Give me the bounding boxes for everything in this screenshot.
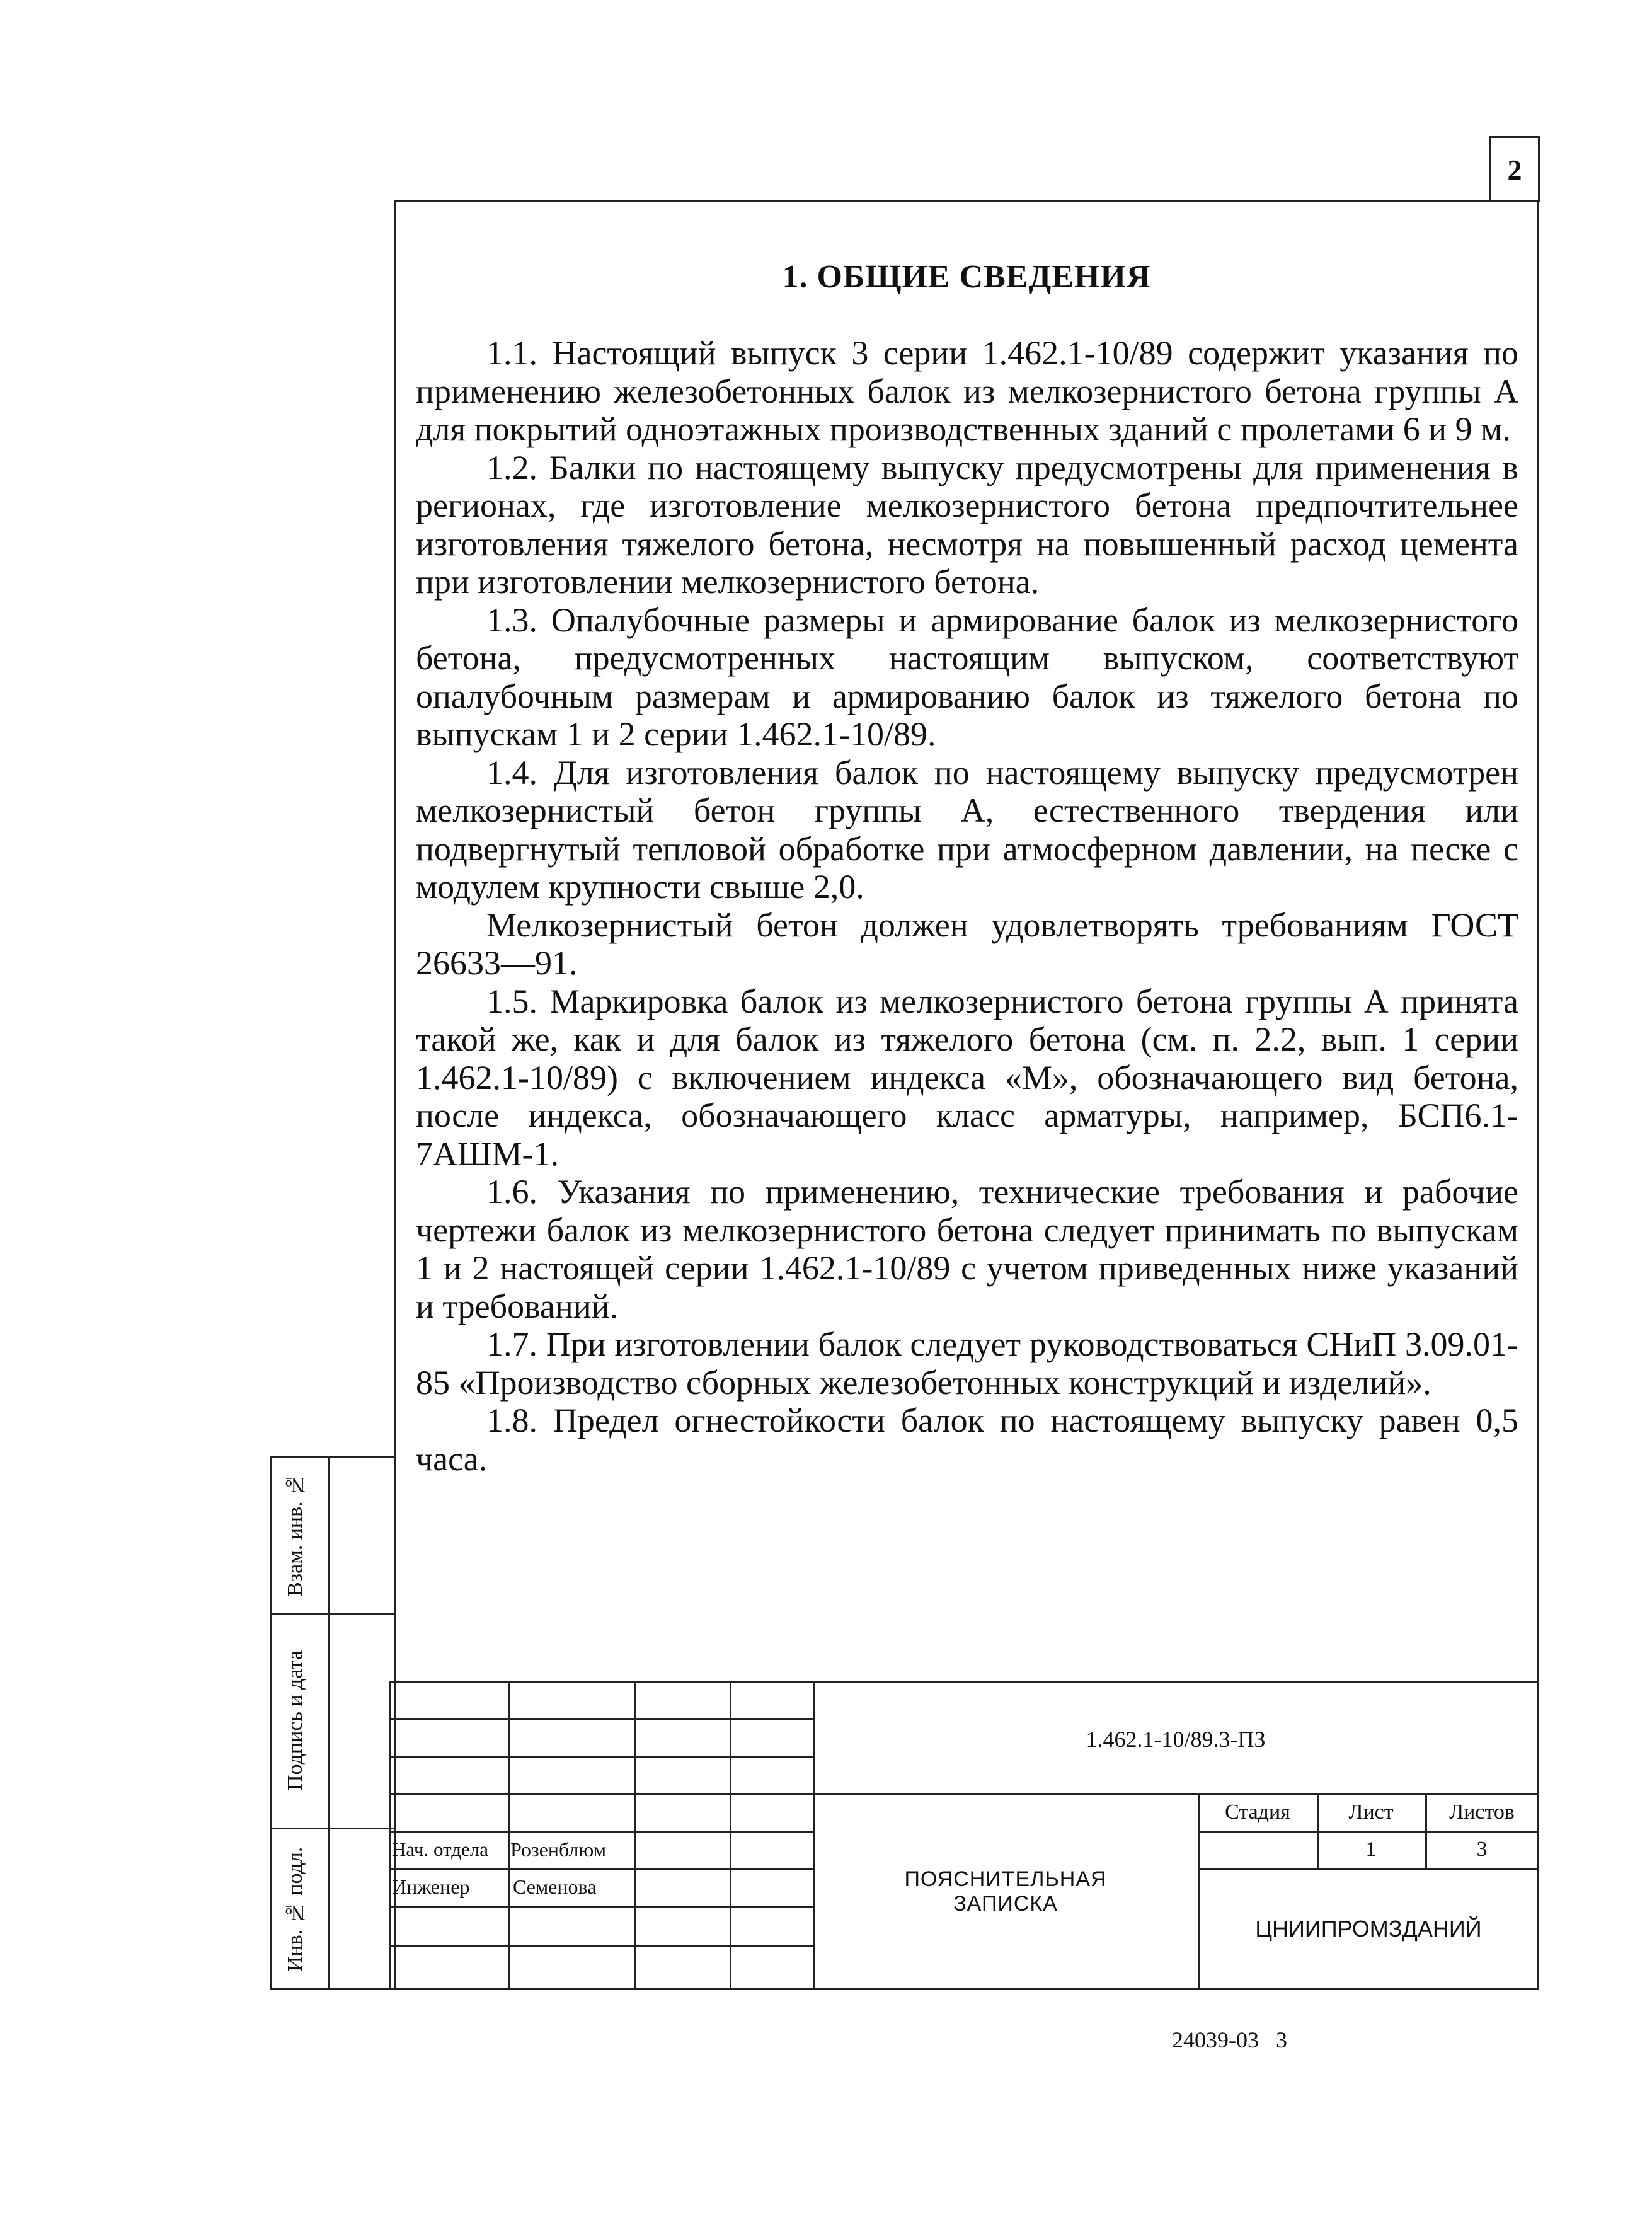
paragraph-gost: Мелкозернистый бетон должен удовлетворять требованиям ГОСТ 26633—91.: [416, 906, 1518, 982]
paragraph-1-6: 1.6. Указания по применению, технические требования и рабочие чертежи балок из мелкозернистого бетона следует принимать по выпускам 1 и 2 настоящей серии 1.462.1-10/89 с учетом приведенных ниже указаний и требований.: [416, 1173, 1518, 1325]
document-title-line2: ЗАПИСКА: [953, 1892, 1058, 1916]
stage-header: Стадия: [1225, 1800, 1290, 1824]
sheets-value: 3: [1476, 1838, 1488, 1861]
paragraph-1-4: 1.4. Для изготовления балок по настоящему выпуску предусмотрен мелкозернистый бетон группы А, естественного твердения или подвергнутый тепловой обработке при атмосферном давлении, на песке с модулем крупности свыше 2,0.: [416, 753, 1518, 906]
signer-name-2: Семенова: [513, 1875, 597, 1898]
paragraph-1-5: 1.5. Маркировка балок из мелкозернистого бетона группы А принята такой же, как и для балок из тяжелого бетона (см. п. 2.2, вып. 1 серии 1.462.1-10/89) с включением индекса «М», обозначающего вид бетона, после индекса, обозначающего класс арматуры, например, БСП6.1-7АШМ-1.: [416, 982, 1518, 1173]
document-title: [813, 1793, 1198, 1990]
signer-role-1: Нач. отдела: [392, 1838, 488, 1860]
sheets-header: Листов: [1449, 1800, 1515, 1824]
sheet-number: 2: [1489, 136, 1540, 202]
footer-archive-number: 24039-03 3: [1172, 2027, 1287, 2052]
sheet-value: 1: [1365, 1838, 1377, 1861]
document-title-line1: ПОЯСНИТЕЛЬНАЯ: [904, 1867, 1107, 1891]
organization-name: ЦНИИПРОМЗДАНИЙ: [1255, 1916, 1482, 1942]
label-vzam-inv: Взам. инв. №: [284, 1472, 307, 1597]
section-heading: 1. ОБЩИЕ СВЕДЕНИЯ: [782, 259, 1151, 295]
paragraph-1-8: 1.8. Предел огнестойкости балок по настоящему выпуску равен 0,5 часа.: [416, 1402, 1518, 1478]
label-inv-podl: Инв. № подл.: [284, 1846, 307, 1972]
signer-name-1: Розенблюм: [510, 1838, 607, 1861]
body-text: [416, 334, 1518, 1478]
sheet-header: Лист: [1348, 1800, 1394, 1824]
document-code: 1.462.1-10/89.3-ПЗ: [1086, 1727, 1266, 1752]
paragraph-1-2: 1.2. Балки по настоящему выпуску предусмотрены для применения в регионах, где изготовление мелкозернистого бетона предпочтительнее изготовления тяжелого бетона, несмотря на повышенный расход цемента при изготовлении мелкозернистого бетона.: [416, 448, 1518, 601]
paragraph-1-1: 1.1. Настоящий выпуск 3 серии 1.462.1-10/89 содержит указания по применению железобетонных балок из мелкозернистого бетона группы А для покрытий одноэтажных производственных зданий с пролетами 6 и 9 м.: [416, 334, 1518, 448]
paragraph-1-7: 1.7. При изготовлении балок следует руководствоваться СНиП 3.09.01-85 «Производство сборных железобетонных конструкций и изделий».: [416, 1325, 1518, 1402]
signer-role-2: Инженер: [392, 1875, 470, 1898]
label-podpis-data: Подпись и дата: [284, 1650, 307, 1790]
paragraph-1-3: 1.3. Опалубочные размеры и армирование балок из мелкозернистого бетона, предусмотренных настоящим выпуском, соответствуют опалубочным размерам и армированию балок из тяжелого бетона по выпускам 1 и 2 серии 1.462.1-10/89.: [416, 601, 1518, 753]
